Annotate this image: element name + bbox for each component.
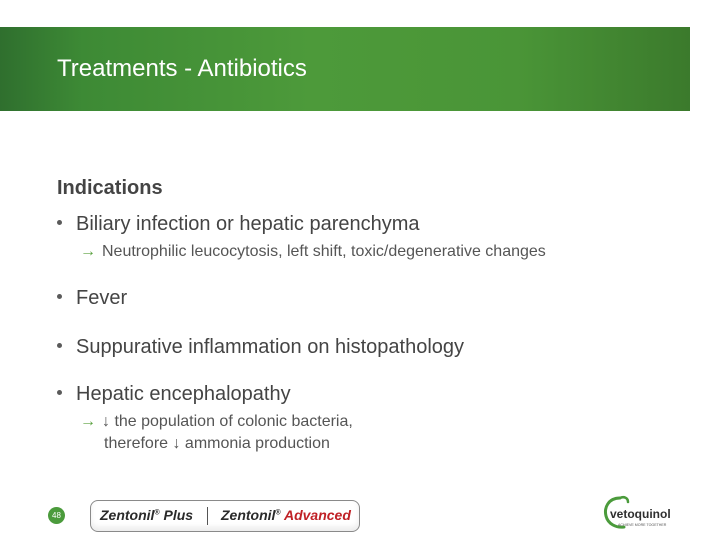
sub-point	[80, 413, 353, 431]
vetoquinol-logo	[600, 492, 690, 532]
registered-mark: ®	[154, 509, 160, 517]
brand-suffix: Advanced	[283, 507, 351, 523]
bullet-dot-icon	[57, 390, 62, 395]
bullet-text: Suppurative inflammation on histopathology	[76, 336, 465, 358]
bullet-dot-icon	[57, 294, 62, 299]
brand-name: Zentonil	[100, 507, 155, 523]
right-arrow-icon: →	[80, 243, 96, 260]
bullet-text: Biliary infection or hepatic parenchyma	[76, 213, 420, 235]
sub-point	[80, 243, 546, 261]
bullet-text: Hepatic encephalopathy	[76, 383, 291, 405]
sub-point-text: Neutrophilic leucocytosis, left shift, toxic/degenerative changes	[102, 243, 546, 260]
bullet-item	[57, 213, 420, 236]
page-number-badge: 48	[48, 507, 65, 524]
brand-suffix: Plus	[163, 507, 194, 523]
right-arrow-icon: →	[80, 413, 96, 430]
bullet-text: Fever	[76, 287, 128, 309]
brand-name: Zentonil	[221, 507, 276, 523]
brand-bar	[90, 500, 360, 532]
bullet-item	[57, 336, 464, 359]
bullet-item	[57, 287, 127, 310]
registered-mark: ®	[275, 509, 281, 517]
brand-zentonil-advanced	[221, 507, 351, 523]
section-heading: Indications	[57, 177, 163, 199]
logo-wordmark: vetoquinol	[610, 507, 671, 521]
logo-tagline: ACHIEVE MORE TOGETHER	[618, 523, 667, 527]
sub-point-continuation: therefore ↓ ammonia production	[104, 435, 330, 452]
slide-title: Treatments - Antibiotics	[57, 55, 307, 82]
brand-zentonil-plus	[100, 507, 193, 523]
brand-divider	[207, 507, 208, 525]
sub-point-text: ↓ the population of colonic bacteria,	[102, 413, 353, 430]
bullet-item	[57, 383, 291, 406]
bullet-dot-icon	[57, 220, 62, 225]
bullet-dot-icon	[57, 343, 62, 348]
